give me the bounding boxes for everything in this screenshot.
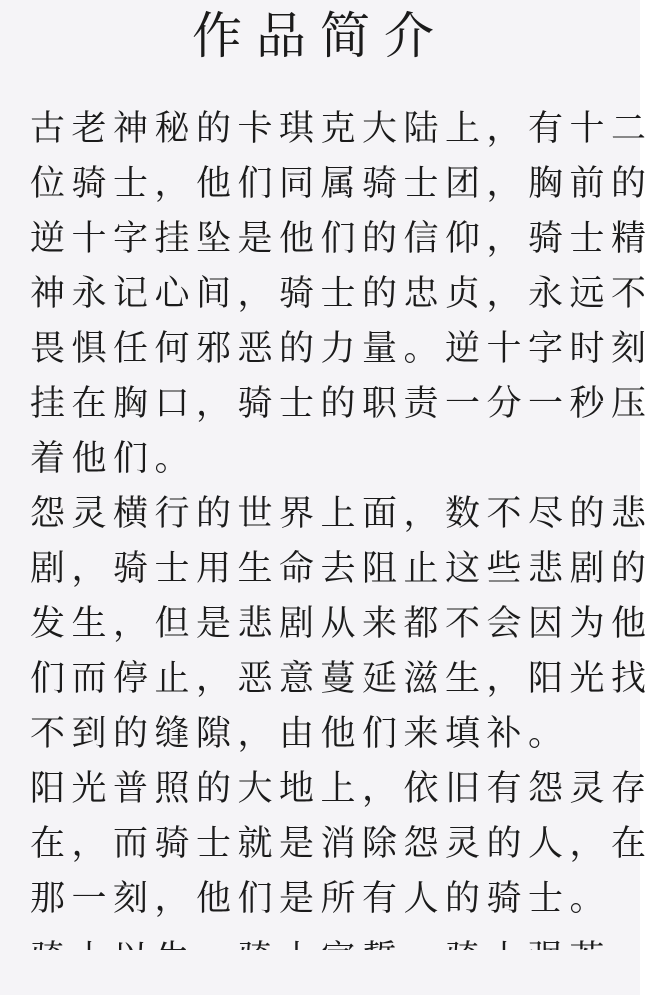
synopsis-body <box>30 102 653 927</box>
page-bottom-edge <box>0 950 640 995</box>
text-line: 剧，骑士用生命去阻止这些悲剧的 <box>30 549 653 589</box>
text-line: 阳光普照的大地上，依旧有怨灵存 <box>30 769 653 809</box>
text-line: 们而停止，恶意蔓延滋生，阳光找 <box>30 659 653 699</box>
text-line: 古老神秘的卡琪克大陆上，有十二 <box>30 109 653 149</box>
cut-off-text-line <box>30 932 616 952</box>
text-line: 着他们。 <box>30 439 197 479</box>
text-line: 在，而骑士就是消除怨灵的人，在 <box>30 824 653 864</box>
text-line: 不到的缝隙，由他们来填补。 <box>30 714 570 754</box>
text-line: 挂在胸口，骑士的职责一分一秒压 <box>30 384 653 424</box>
text-line: 发生，但是悲剧从来都不会因为他 <box>30 604 653 644</box>
text-line: 位骑士，他们同属骑士团，胸前的 <box>30 164 653 204</box>
text-line: 怨灵横行的世界上面，数不尽的悲 <box>30 494 653 534</box>
page-title: 作品简介 <box>192 7 448 65</box>
text-line: 那一刻，他们是所有人的骑士。 <box>30 879 612 919</box>
text-line: 逆十字挂坠是他们的信仰，骑士精 <box>30 219 653 259</box>
text-line: 畏惧任何邪恶的力量。逆十字时刻 <box>30 329 653 369</box>
text-line: 神永记心间，骑士的忠贞，永远不 <box>30 274 653 314</box>
